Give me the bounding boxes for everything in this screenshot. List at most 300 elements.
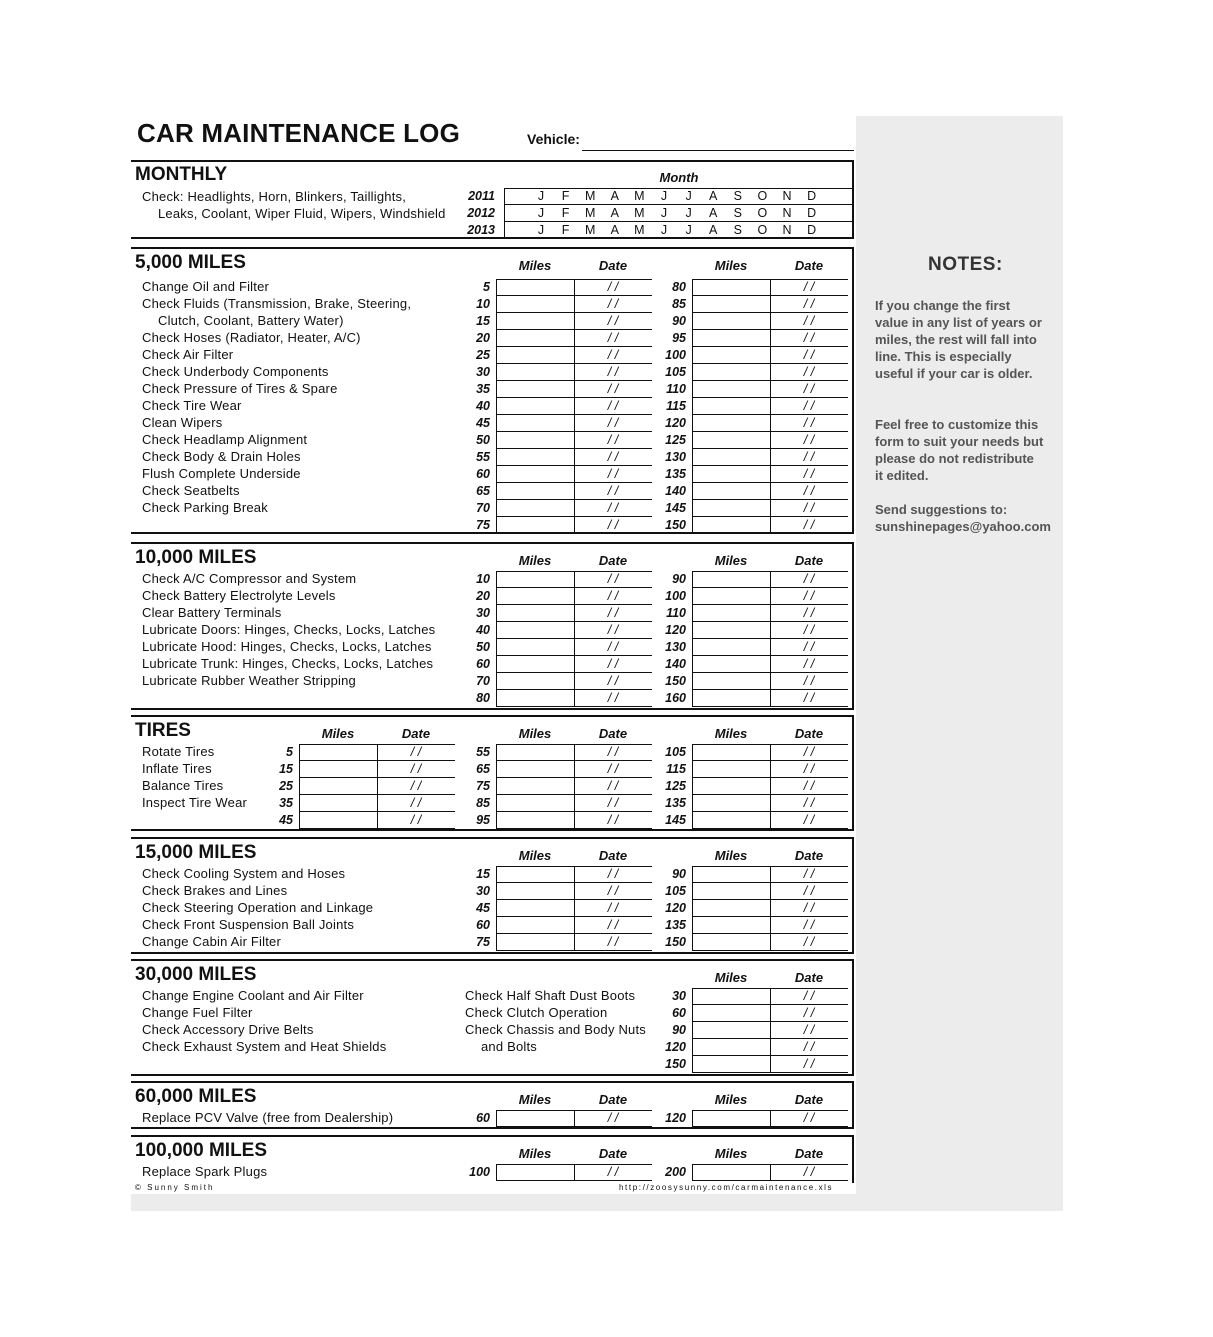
s15000-right-mile-value: 135 xyxy=(665,918,686,932)
tires-2-mile-value: 55 xyxy=(476,745,490,759)
s5000-left-miles-cell[interactable] xyxy=(496,415,574,432)
s5000-left-miles-cell[interactable] xyxy=(496,296,574,313)
s30000-left-item: Change Engine Coolant and Air Filter xyxy=(142,988,364,1003)
s5000-right-date-mark: / / xyxy=(803,365,815,379)
s5000-right-mile-value: 145 xyxy=(665,501,686,515)
s5000-right-mile-value: 80 xyxy=(672,280,686,294)
s15000-left-miles-cell[interactable] xyxy=(496,900,574,917)
s5000-item: Check Headlamp Alignment xyxy=(142,432,308,447)
s10000-right-miles-cell[interactable] xyxy=(692,571,770,588)
s30000-mid-item: Check Clutch Operation xyxy=(465,1005,608,1020)
s15000-left-mile-value: 75 xyxy=(476,935,490,949)
s15000-item: Check Brakes and Lines xyxy=(142,883,288,898)
notes-paragraph-3: Send suggestions to: xyxy=(875,502,1008,517)
s5000-right-date-mark: / / xyxy=(803,450,815,464)
month-letter[interactable]: A xyxy=(610,223,619,237)
s15000-left-miles-cell[interactable] xyxy=(496,866,574,883)
tires-2-date-mark: / / xyxy=(607,796,619,810)
s5000-left-mile-value: 75 xyxy=(476,518,490,532)
s10000-right-miles-cell[interactable] xyxy=(692,656,770,673)
maintenance-form xyxy=(131,116,856,1194)
tires-3-mile-value: 145 xyxy=(665,813,686,827)
month-label: Month xyxy=(659,170,699,185)
month-letter[interactable]: D xyxy=(807,223,817,237)
s100000-left-miles-header: Miles xyxy=(518,1146,552,1161)
tires-1-date-mark: / / xyxy=(410,745,422,759)
s10000-item: Lubricate Hood: Hinges, Checks, Locks, Latches xyxy=(142,639,432,654)
s10000-right-date-mark: / / xyxy=(803,674,815,688)
s15000-right-mile-value: 120 xyxy=(665,901,686,915)
month-letter[interactable]: J xyxy=(685,223,692,237)
s100000-right-miles-cell[interactable] xyxy=(692,1164,770,1181)
s10000-left-mile-value: 70 xyxy=(476,674,490,688)
s15000-right-miles-cell[interactable] xyxy=(692,934,770,951)
s5000-left-date-mark: / / xyxy=(607,467,619,481)
s10000-right-date-mark: / / xyxy=(803,691,815,705)
year-label: 2012 xyxy=(467,206,495,220)
s5000-item: Check Fluids (Transmission, Brake, Steering, xyxy=(142,296,412,311)
notes-paragraph-2: Feel free to customize this form to suit your needs but please do not redistribute it edited. xyxy=(875,417,1044,483)
s5000-left-mile-value: 45 xyxy=(476,416,490,430)
tires-item: Rotate Tires xyxy=(142,744,215,759)
vehicle-label: Vehicle: xyxy=(527,131,580,147)
month-letter[interactable]: F xyxy=(561,206,570,220)
s10000-left-date-mark: / / xyxy=(607,623,619,637)
s15000-right-mile-value: 105 xyxy=(665,884,686,898)
s60000-item: Replace PCV Valve (free from Dealership) xyxy=(142,1110,394,1125)
s5000-right-miles-cell[interactable] xyxy=(692,415,770,432)
tires-2-mile-value: 95 xyxy=(476,813,490,827)
s5000-right-miles-cell[interactable] xyxy=(692,330,770,347)
s60000-right-date-header: Date xyxy=(794,1092,824,1107)
month-letter[interactable]: D xyxy=(807,206,817,220)
s5000-item: Check Body & Drain Holes xyxy=(142,449,301,464)
month-letter[interactable]: S xyxy=(733,206,742,220)
s15000-right-date-mark: / / xyxy=(803,901,815,915)
s10000-left-miles-cell[interactable] xyxy=(496,622,574,639)
s5000-right-miles-cell[interactable] xyxy=(692,296,770,313)
s30000-mid-item: and Bolts xyxy=(481,1039,538,1054)
s5000-right-mile-value: 140 xyxy=(665,484,686,498)
year-label: 2013 xyxy=(467,223,495,237)
s5000-item: Flush Complete Underside xyxy=(142,466,301,481)
tires-2-miles-cell[interactable] xyxy=(496,761,574,778)
s10000-right-date-mark: / / xyxy=(803,623,815,637)
s5000-left-miles-cell[interactable] xyxy=(496,432,574,449)
month-letter[interactable]: M xyxy=(634,206,645,220)
s5000-right-miles-cell[interactable] xyxy=(692,364,770,381)
month-letter[interactable]: M xyxy=(584,206,596,220)
s5000-left-mile-value: 15 xyxy=(476,314,490,328)
s5000-right-mile-value: 90 xyxy=(672,314,686,328)
s5000-right-mile-value: 110 xyxy=(666,382,686,396)
monthly-heading: MONTHLY xyxy=(135,164,228,185)
s10000-right-mile-value: 100 xyxy=(665,589,686,603)
s5000-left-miles-cell[interactable] xyxy=(496,381,574,398)
s10000-left-mile-value: 30 xyxy=(476,606,490,620)
s10000-right-miles-cell[interactable] xyxy=(692,588,770,605)
s30000-miles-cell[interactable] xyxy=(692,988,770,1005)
month-letter[interactable]: D xyxy=(807,189,817,203)
month-letter[interactable]: J xyxy=(685,189,692,203)
tires-3-mile-value: 115 xyxy=(666,762,686,776)
s15000-left-mile-value: 30 xyxy=(476,884,490,898)
s100000-left-mile-value: 100 xyxy=(469,1165,490,1179)
s10000-right-mile-value: 150 xyxy=(665,674,686,688)
month-letter[interactable]: J xyxy=(537,206,545,220)
s10000-left-date-mark: / / xyxy=(607,606,619,620)
s10000-left-mile-value: 20 xyxy=(476,589,490,603)
tires-2-date-mark: / / xyxy=(607,762,619,776)
s5000-right-miles-cell[interactable] xyxy=(692,483,770,500)
s100000-right-mile-value: 200 xyxy=(665,1165,686,1179)
heading-15000: 15,000 MILES xyxy=(135,842,257,863)
s5000-right-date-header: Date xyxy=(794,258,824,273)
tires-1-miles-cell[interactable] xyxy=(299,761,377,778)
monthly-line-1: Check: Headlights, Horn, Blinkers, Taillights, xyxy=(142,189,407,204)
s15000-right-miles-header: Miles xyxy=(714,848,748,863)
tires-2-miles-cell[interactable] xyxy=(496,795,574,812)
s5000-left-date-mark: / / xyxy=(607,382,619,396)
s5000-left-miles-cell[interactable] xyxy=(496,347,574,364)
s10000-left-mile-value: 50 xyxy=(476,640,490,654)
tires-1-mile-value: 5 xyxy=(286,745,293,759)
s5000-left-mile-value: 50 xyxy=(476,433,490,447)
s5000-item: Check Parking Break xyxy=(142,500,268,515)
s10000-left-mile-value: 40 xyxy=(476,623,490,637)
s5000-left-date-mark: / / xyxy=(607,297,619,311)
tires-3-miles-cell[interactable] xyxy=(692,744,770,761)
month-letter[interactable]: A xyxy=(709,206,718,220)
s100000-right-date-header: Date xyxy=(794,1146,824,1161)
s5000-right-miles-cell[interactable] xyxy=(692,313,770,330)
s15000-right-miles-cell[interactable] xyxy=(692,917,770,934)
s5000-left-date-mark: / / xyxy=(607,416,619,430)
s5000-right-miles-cell[interactable] xyxy=(692,517,770,534)
s5000-left-miles-cell[interactable] xyxy=(496,500,574,517)
s15000-left-mile-value: 60 xyxy=(476,918,490,932)
s30000-mid-item: Check Half Shaft Dust Boots xyxy=(465,988,636,1003)
s5000-right-mile-value: 125 xyxy=(665,433,686,447)
notes-paragraph-1: If you change the first value in any list of years or miles, the rest will fall into line. This is especially useful if your car is older. xyxy=(875,298,1042,381)
tires-3-miles-cell[interactable] xyxy=(692,778,770,795)
s30000-mile-value: 90 xyxy=(672,1023,686,1037)
s10000-left-date-mark: / / xyxy=(607,640,619,654)
s10000-right-mile-value: 120 xyxy=(665,623,686,637)
tires-3-miles-cell[interactable] xyxy=(692,761,770,778)
tires-3-miles-header: Miles xyxy=(714,726,748,741)
s5000-left-date-mark: / / xyxy=(607,280,619,294)
footer-copyright: © Sunny Smith xyxy=(135,1183,215,1192)
s60000-right-date-mark: / / xyxy=(803,1111,815,1125)
notes-title: NOTES: xyxy=(928,254,1003,275)
s5000-right-date-mark: / / xyxy=(803,348,815,362)
tires-3-date-header: Date xyxy=(794,726,824,741)
tires-1-miles-cell[interactable] xyxy=(299,812,377,829)
s5000-right-miles-cell[interactable] xyxy=(692,381,770,398)
s30000-left-item: Check Exhaust System and Heat Shields xyxy=(142,1039,387,1054)
s5000-left-miles-cell[interactable] xyxy=(496,398,574,415)
s5000-left-miles-cell[interactable] xyxy=(496,449,574,466)
s5000-right-miles-cell[interactable] xyxy=(692,432,770,449)
tires-3-date-mark: / / xyxy=(803,779,815,793)
s15000-left-miles-cell[interactable] xyxy=(496,934,574,951)
month-letter[interactable]: A xyxy=(709,223,718,237)
month-letter[interactable]: N xyxy=(782,206,792,220)
s10000-left-miles-cell[interactable] xyxy=(496,571,574,588)
s60000-left-date-mark: / / xyxy=(607,1111,619,1125)
month-letter[interactable]: J xyxy=(660,223,668,237)
heading-60000: 60,000 MILES xyxy=(135,1086,257,1107)
tires-2-miles-cell[interactable] xyxy=(496,812,574,829)
s5000-right-mile-value: 95 xyxy=(672,331,686,345)
month-letter[interactable]: O xyxy=(757,206,768,220)
s100000-left-miles-cell[interactable] xyxy=(496,1164,574,1181)
tires-2-miles-cell[interactable] xyxy=(496,778,574,795)
s10000-left-mile-value: 80 xyxy=(476,691,490,705)
s10000-left-miles-cell[interactable] xyxy=(496,690,574,707)
s5000-left-date-mark: / / xyxy=(607,450,619,464)
s30000-miles-cell[interactable] xyxy=(692,1039,770,1056)
tires-item: Inflate Tires xyxy=(142,761,212,776)
s15000-right-miles-cell[interactable] xyxy=(692,883,770,900)
s10000-right-date-header: Date xyxy=(794,553,824,568)
s5000-right-mile-value: 115 xyxy=(666,399,686,413)
s30000-miles-header: Miles xyxy=(714,970,748,985)
month-letter[interactable]: J xyxy=(537,223,545,237)
s100000-item: Replace Spark Plugs xyxy=(142,1164,268,1179)
year-label: 2011 xyxy=(468,189,495,203)
month-letter[interactable]: J xyxy=(660,206,668,220)
s10000-right-miles-cell[interactable] xyxy=(692,673,770,690)
s10000-left-date-mark: / / xyxy=(607,589,619,603)
s10000-right-mile-value: 140 xyxy=(665,657,686,671)
s5000-right-date-mark: / / xyxy=(803,467,815,481)
vehicle-field[interactable] xyxy=(582,150,854,151)
month-letter[interactable]: N xyxy=(782,223,792,237)
s10000-item: Lubricate Doors: Hinges, Checks, Locks, Latches xyxy=(142,622,436,637)
s5000-item: Check Pressure of Tires & Spare xyxy=(142,381,338,396)
s10000-left-miles-cell[interactable] xyxy=(496,605,574,622)
s5000-right-miles-cell[interactable] xyxy=(692,449,770,466)
s15000-right-date-mark: / / xyxy=(803,918,815,932)
s5000-right-miles-cell[interactable] xyxy=(692,279,770,296)
footer-url[interactable]: http://zoosysunny.com/carmaintenance.xls xyxy=(619,1183,834,1192)
s5000-right-mile-value: 120 xyxy=(665,416,686,430)
s30000-miles-cell[interactable] xyxy=(692,1022,770,1039)
s10000-left-date-header: Date xyxy=(598,553,628,568)
tires-1-mile-value: 35 xyxy=(279,796,293,810)
tires-3-miles-cell[interactable] xyxy=(692,795,770,812)
tires-3-date-mark: / / xyxy=(803,745,815,759)
month-letter[interactable]: A xyxy=(610,206,619,220)
s5000-right-date-mark: / / xyxy=(803,484,815,498)
s15000-left-miles-cell[interactable] xyxy=(496,917,574,934)
s15000-right-miles-cell[interactable] xyxy=(692,900,770,917)
s60000-right-mile-value: 120 xyxy=(665,1111,686,1125)
s5000-left-miles-cell[interactable] xyxy=(496,466,574,483)
s15000-left-date-mark: / / xyxy=(607,935,619,949)
s15000-left-date-mark: / / xyxy=(607,867,619,881)
s5000-left-date-mark: / / xyxy=(607,518,619,532)
tires-2-date-mark: / / xyxy=(607,813,619,827)
s5000-left-mile-value: 5 xyxy=(483,280,490,294)
s5000-left-mile-value: 10 xyxy=(476,297,490,311)
notes-email[interactable]: sunshinepages@yahoo.com xyxy=(875,519,1051,534)
s30000-date-mark: / / xyxy=(803,1040,815,1054)
s5000-left-miles-cell[interactable] xyxy=(496,313,574,330)
tires-1-miles-header: Miles xyxy=(321,726,355,741)
month-letter[interactable]: J xyxy=(537,189,545,203)
s30000-date-mark: / / xyxy=(803,1023,815,1037)
s5000-right-mile-value: 85 xyxy=(672,297,686,311)
tires-1-date-mark: / / xyxy=(410,762,422,776)
s5000-left-mile-value: 40 xyxy=(476,399,490,413)
s10000-item: Clear Battery Terminals xyxy=(142,605,282,620)
tires-3-miles-cell[interactable] xyxy=(692,812,770,829)
s5000-right-miles-cell[interactable] xyxy=(692,466,770,483)
s30000-date-mark: / / xyxy=(803,989,815,1003)
s10000-right-mile-value: 160 xyxy=(665,691,686,705)
s10000-item: Lubricate Rubber Weather Stripping xyxy=(142,673,356,688)
s10000-left-miles-cell[interactable] xyxy=(496,656,574,673)
heading-tires: TIRES xyxy=(135,720,191,741)
tires-1-date-mark: / / xyxy=(410,813,422,827)
tires-1-date-mark: / / xyxy=(410,779,422,793)
tires-3-date-mark: / / xyxy=(803,813,815,827)
s10000-left-date-mark: / / xyxy=(607,657,619,671)
s10000-left-miles-cell[interactable] xyxy=(496,673,574,690)
heading-5000: 5,000 MILES xyxy=(135,252,246,273)
s30000-mile-value: 150 xyxy=(665,1057,686,1071)
s5000-left-miles-cell[interactable] xyxy=(496,483,574,500)
s5000-right-mile-value: 130 xyxy=(665,450,686,464)
s15000-left-mile-value: 45 xyxy=(476,901,490,915)
s10000-left-miles-cell[interactable] xyxy=(496,639,574,656)
s10000-right-miles-cell[interactable] xyxy=(692,639,770,656)
s100000-right-date-mark: / / xyxy=(803,1165,815,1179)
tires-1-mile-value: 45 xyxy=(279,813,293,827)
tires-2-miles-cell[interactable] xyxy=(496,744,574,761)
s5000-left-miles-cell[interactable] xyxy=(496,364,574,381)
s5000-right-date-mark: / / xyxy=(803,518,815,532)
s5000-right-mile-value: 135 xyxy=(665,467,686,481)
month-letter[interactable]: M xyxy=(634,223,645,237)
s5000-item: Check Seatbelts xyxy=(142,483,240,498)
s10000-left-date-mark: / / xyxy=(607,674,619,688)
month-letter[interactable]: O xyxy=(757,223,768,237)
s5000-left-date-mark: / / xyxy=(607,433,619,447)
s5000-right-date-mark: / / xyxy=(803,297,815,311)
s60000-right-miles-header: Miles xyxy=(714,1092,748,1107)
tires-1-miles-cell[interactable] xyxy=(299,778,377,795)
s60000-left-miles-header: Miles xyxy=(518,1092,552,1107)
s5000-left-miles-cell[interactable] xyxy=(496,279,574,296)
tires-1-mile-value: 25 xyxy=(279,779,293,793)
s15000-item: Check Steering Operation and Linkage xyxy=(142,900,374,915)
tires-1-miles-cell[interactable] xyxy=(299,744,377,761)
s10000-right-date-mark: / / xyxy=(803,572,815,586)
s30000-miles-cell[interactable] xyxy=(692,1056,770,1073)
tires-1-miles-cell[interactable] xyxy=(299,795,377,812)
s5000-item: Check Underbody Components xyxy=(142,364,329,379)
s10000-left-mile-value: 10 xyxy=(476,572,490,586)
s5000-left-date-mark: / / xyxy=(607,484,619,498)
s5000-right-miles-header: Miles xyxy=(714,258,748,273)
s15000-left-miles-cell[interactable] xyxy=(496,883,574,900)
month-letter[interactable]: J xyxy=(660,189,668,203)
s100000-right-miles-header: Miles xyxy=(714,1146,748,1161)
month-letter[interactable]: J xyxy=(685,206,692,220)
s5000-right-miles-cell[interactable] xyxy=(692,500,770,517)
s10000-left-mile-value: 60 xyxy=(476,657,490,671)
s5000-left-mile-value: 30 xyxy=(476,365,490,379)
s15000-left-date-mark: / / xyxy=(607,884,619,898)
s5000-left-date-mark: / / xyxy=(607,331,619,345)
s5000-left-mile-value: 20 xyxy=(476,331,490,345)
s30000-mile-value: 60 xyxy=(672,1006,686,1020)
s5000-left-date-header: Date xyxy=(598,258,628,273)
s5000-left-miles-cell[interactable] xyxy=(496,330,574,347)
month-letter[interactable]: O xyxy=(757,189,768,203)
month-letter[interactable]: M xyxy=(634,189,645,203)
s15000-item: Check Front Suspension Ball Joints xyxy=(142,917,355,932)
s5000-left-date-mark: / / xyxy=(607,314,619,328)
s5000-right-miles-cell[interactable] xyxy=(692,347,770,364)
s5000-right-date-mark: / / xyxy=(803,501,815,515)
s30000-miles-cell[interactable] xyxy=(692,1005,770,1022)
s5000-left-mile-value: 65 xyxy=(476,484,490,498)
s15000-right-date-mark: / / xyxy=(803,935,815,949)
month-letter[interactable]: M xyxy=(584,223,596,237)
s10000-right-miles-cell[interactable] xyxy=(692,622,770,639)
month-letter[interactable]: S xyxy=(733,189,742,203)
s30000-date-mark: / / xyxy=(803,1057,815,1071)
month-letter[interactable]: A xyxy=(709,189,718,203)
s10000-item: Lubricate Trunk: Hinges, Checks, Locks, Latches xyxy=(142,656,434,671)
month-letter[interactable]: M xyxy=(584,189,596,203)
s10000-left-miles-cell[interactable] xyxy=(496,588,574,605)
s5000-left-date-mark: / / xyxy=(607,501,619,515)
tires-3-mile-value: 105 xyxy=(665,745,686,759)
month-letter[interactable]: A xyxy=(610,189,619,203)
s5000-right-miles-cell[interactable] xyxy=(692,398,770,415)
s15000-right-miles-cell[interactable] xyxy=(692,866,770,883)
tires-3-mile-value: 125 xyxy=(665,779,686,793)
s60000-left-miles-cell[interactable] xyxy=(496,1110,574,1127)
s30000-date-mark: / / xyxy=(803,1006,815,1020)
tires-item: Inspect Tire Wear xyxy=(142,795,248,810)
s5000-left-date-mark: / / xyxy=(607,399,619,413)
month-letter[interactable]: F xyxy=(561,223,570,237)
month-letter[interactable]: S xyxy=(733,223,742,237)
month-letter[interactable]: F xyxy=(561,189,570,203)
tires-3-date-mark: / / xyxy=(803,762,815,776)
s5000-left-miles-cell[interactable] xyxy=(496,517,574,534)
s10000-right-miles-cell[interactable] xyxy=(692,690,770,707)
s10000-right-mile-value: 110 xyxy=(666,606,686,620)
month-letter[interactable]: N xyxy=(782,189,792,203)
s15000-right-date-mark: / / xyxy=(803,884,815,898)
s10000-right-date-mark: / / xyxy=(803,589,815,603)
s10000-right-miles-cell[interactable] xyxy=(692,605,770,622)
heading-10000: 10,000 MILES xyxy=(135,547,257,568)
s5000-right-date-mark: / / xyxy=(803,382,815,396)
s10000-right-date-mark: / / xyxy=(803,640,815,654)
s15000-item: Check Cooling System and Hoses xyxy=(142,866,346,881)
s60000-right-miles-cell[interactable] xyxy=(692,1110,770,1127)
s30000-mile-value: 120 xyxy=(665,1040,686,1054)
